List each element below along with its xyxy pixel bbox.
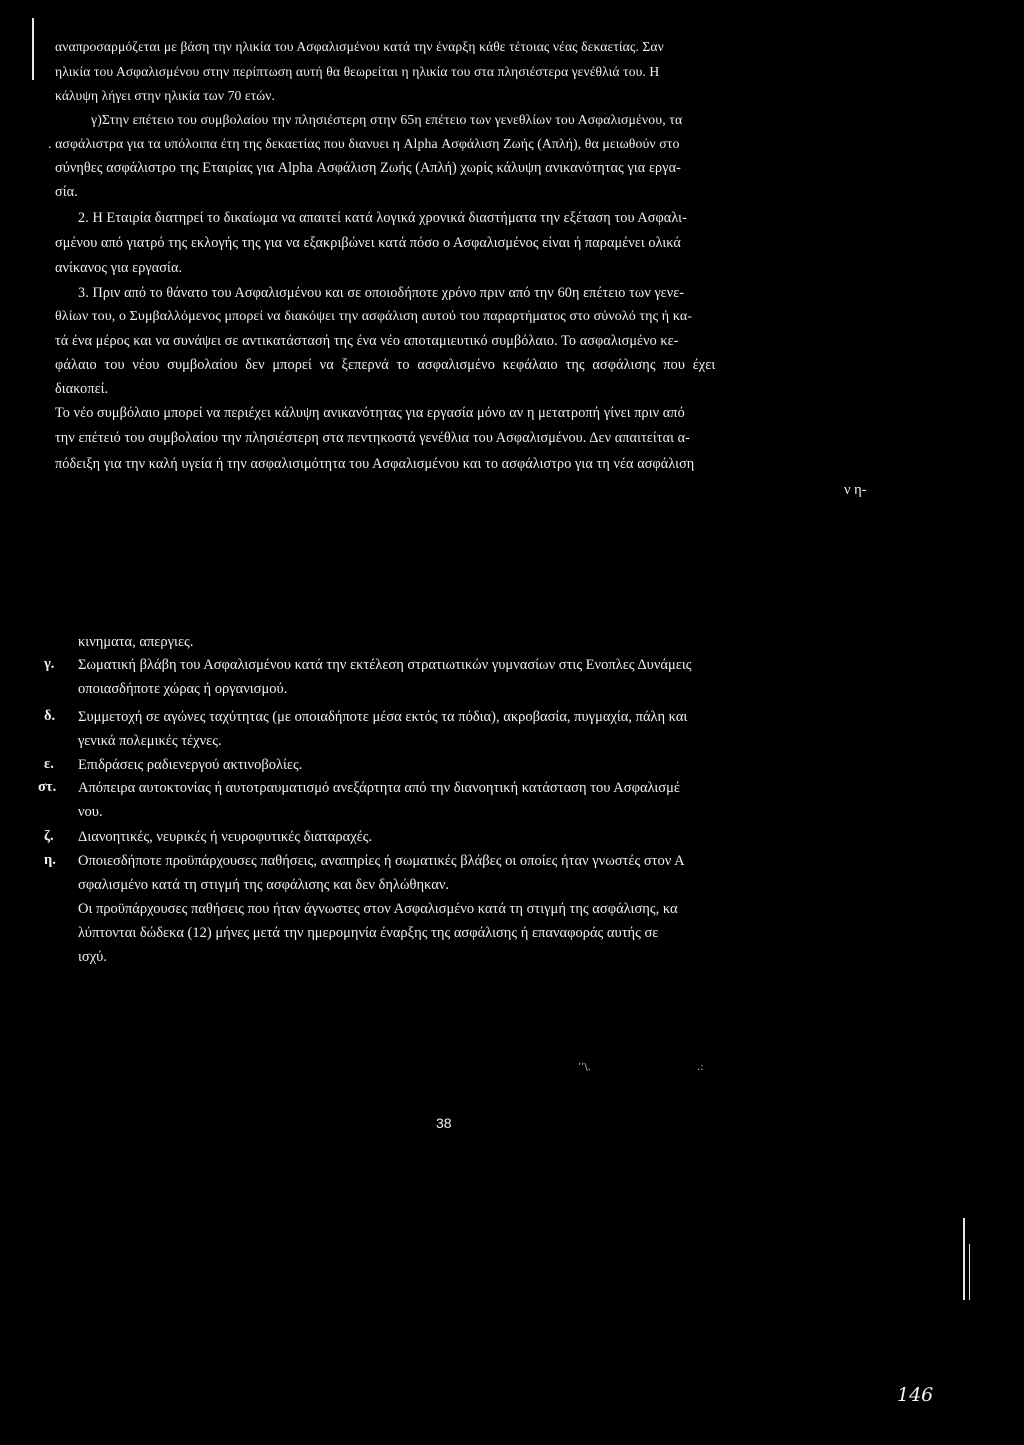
- exclusion-line: Διανοητικές, νευρικές ή νευροφυτικές διαταραχές.: [78, 829, 373, 845]
- text-line: σία.: [55, 184, 78, 200]
- exclusion-line: Οποιεσδήποτε προϋπάρχουσες παθήσεις, αναπηρίες ή σωματικές βλάβες οι οποίες ήταν γνωστές στον Α: [78, 853, 685, 869]
- page-number: 38: [436, 1115, 452, 1131]
- text-line: 3. Πριν από το θάνατο του Ασφαλισμένου και σε οποιοδήποτε χρόνο πριν από την 60η επέτειο των γενε-: [78, 285, 685, 301]
- exclusion-letter: στ.: [38, 779, 57, 795]
- text-line: 2. Η Εταιρία διατηρεί το δικαίωμα να απαιτεί κατά λογικά χρονικά διαστήματα την εξέταση του Ασφαλι-: [78, 210, 687, 226]
- text-line: ηλικία του Ασφαλισμένου στην περίπτωση αυτή θα θεωρείται η ηλικία του στα πλησιέστερα γενέθλιά του. Η: [55, 64, 660, 79]
- exclusion-line: οποιασδήποτε χώρας ή οργανισμού.: [78, 681, 288, 697]
- text-fragment: ν η-: [844, 482, 867, 498]
- text-line: σύνηθες ασφάλιστρο της Εταιρίας για Alpha Ασφάλιση Ζωής (Απλή) χωρίς κάλυψη ανικανότητας για εργα-: [55, 160, 681, 176]
- scan-noise: .:: [697, 1062, 704, 1073]
- handwritten-page-number: 146: [897, 1384, 934, 1406]
- scan-noise: ʼʼ\.: [578, 1062, 591, 1073]
- exclusion-letter: γ.: [44, 656, 55, 672]
- text-line: Το νέο συμβόλαιο μπορεί να περιέχει κάλυψη ανικανότητας για εργασία μόνο αν η μετατροπή γίνει πριν από: [55, 405, 685, 421]
- text-line: σμένου από γιατρό της εκλογής της για να εξακριβώνει κατά πόσο ο Ασφαλισμένος είναι ή παραμένει ολικά: [55, 235, 681, 251]
- exclusion-line: λύπτονται δώδεκα (12) μήνες μετά την ημερομηνία έναρξης της ασφάλισης ή επαναφοράς αυτής σε: [78, 925, 659, 941]
- exclusion-line: Επιδράσεις ραδιενεργού ακτινοβολίες.: [78, 757, 303, 773]
- exclusion-letter: ζ.: [44, 828, 54, 844]
- right-margin-mark-2: [969, 1244, 970, 1300]
- text-line: θλίων του, ο Συμβαλλόμενος μπορεί να διακόψει την ασφάλιση αυτού του παραρτήματος στο σύνολό της ή κα-: [55, 309, 693, 324]
- right-margin-mark: [963, 1218, 965, 1300]
- exclusion-line: νου.: [78, 804, 103, 820]
- exclusion-letter: ε.: [44, 756, 54, 772]
- text-line: πόδειξη για την καλή υγεία ή την ασφαλισιμότητα του Ασφαλισμένου και το ασφάλιστρο για τη νέα ασφάλιση: [55, 456, 695, 472]
- text-line: φάλαιο του νέου συμβολαίου δεν μπορεί να ξεπερνά το ασφαλισμένο κεφάλαιο της ασφάλισης που έχει: [55, 357, 716, 373]
- text-line: διακοπεί.: [55, 381, 109, 397]
- exclusion-line: γενικά πολεμικές τέχνες.: [78, 733, 222, 749]
- text-line: αναπροσαρμόζεται με βάση την ηλικία του Ασφαλισμένου κατά την έναρξη κάθε τέτοιας νέας δεκαετίας. Σαν: [55, 39, 664, 54]
- left-margin-bar: [32, 18, 34, 80]
- text-line: την επέτειό του συμβολαίου την πλησιέστερη στα πεντηκοστά γενέθλια του Ασφαλισμένου. Δεν απαιτείται α-: [55, 430, 691, 446]
- text-line: ανίκανος για εργασία.: [55, 260, 183, 276]
- exclusion-line: Απόπειρα αυτοκτονίας ή αυτοτραυματισμό ανεξάρτητα από την διανοητική κατάσταση του Ασφαλισμέ: [78, 780, 680, 796]
- exclusion-line: Συμμετοχή σε αγώνες ταχύτητας (με οποιαδήποτε μέσα εκτός τα πόδια), ακροβασία, πυγμαχία, πάλη και: [78, 709, 688, 725]
- text-line: τά ένα μέρος και να συνάψει σε αντικατάστασή της ένα νέο αποταμιευτικό συμβόλαιο. Το ασφαλισμένο κε-: [55, 333, 679, 349]
- text-line: γ)Στην επέτειο του συμβολαίου την πλησιέστερη στην 65η επέτειο των γενεθλίων του Ασφαλισμένου, τα: [91, 112, 683, 127]
- exclusion-line: Οι προϋπάρχουσες παθήσεις που ήταν άγνωστες στον Ασφαλισμένο κατά τη στιγμή της ασφάλισης, κα: [78, 901, 678, 917]
- exclusion-letter: δ.: [44, 708, 56, 724]
- exclusion-line: ισχύ.: [78, 949, 107, 965]
- exclusion-line: Σωματική βλάβη του Ασφαλισμένου κατά την εκτέλεση στρατιωτικών γυμνασίων στις Ενοπλες Δυνάμεις: [78, 657, 692, 673]
- exclusion-letter: η.: [44, 852, 56, 868]
- text-line: κάλυψη λήγει στην ηλικία των 70 ετών.: [55, 88, 276, 103]
- text-line: . ασφάλιστρα για τα υπόλοιπα έτη της δεκαετίας που διανυει η Alpha Ασφάλιση Ζωής (Απλή), θα μειωθούν στο: [48, 136, 680, 151]
- exclusion-line: κινηματα, απεργιες.: [78, 634, 194, 650]
- exclusion-line: σφαλισμένο κατά τη στιγμή της ασφάλισης και δεν δηλώθηκαν.: [78, 877, 449, 893]
